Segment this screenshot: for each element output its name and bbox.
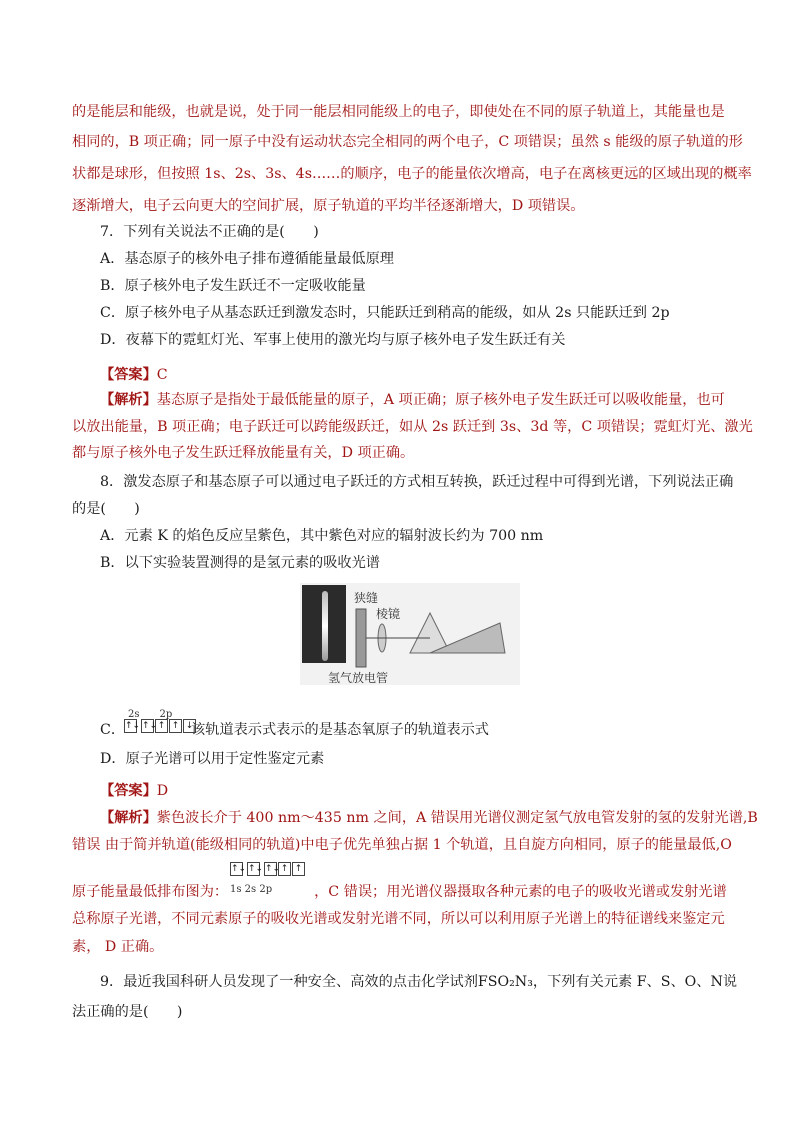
slit-plate	[356, 609, 366, 667]
q7-option-c: C．原子核外电子从基态跃迁到激发态时，只能跃迁到稍高的能级，如从 2s 只能跃迁到 2p	[100, 305, 670, 321]
orbital-box: ↑↓	[142, 721, 158, 731]
orbital-box: ↑	[155, 719, 168, 733]
orbital-box: ↑↓	[125, 721, 141, 731]
answer-tag: 【答案】	[100, 367, 157, 383]
q7-option-b: B．原子核外电子发生跃迁不一定吸收能量	[100, 278, 366, 294]
orbital-box: ↑↓	[265, 864, 281, 874]
q8-option-a: A．元素 K 的焰色反应呈紫色，其中紫色对应的辐射波长约为 700 nm	[100, 528, 544, 544]
slit-label: 狭缝	[354, 591, 379, 605]
q8-analysis-line-4: 总称原子光谱，不同元素原子的吸收光谱或发射光谱不同，所以可以利用原子光谱上的特征谱线来鉴定元	[72, 911, 725, 927]
q8-option-d: D．原子光谱可以用于定性鉴定元素	[100, 751, 325, 767]
q8-option-c-prefix: C．	[100, 722, 126, 738]
orbital-box: ↑	[278, 862, 291, 876]
q8-answer-value: D	[156, 783, 169, 799]
q8-stem-line-1: 8．激发态原子和基态原子可以通过电子跃迁的方式相互转换，跃迁过程中可得到光谱，下列说法正确	[100, 474, 734, 490]
q9-stem-line-1: 9．最近我国科研人员发现了一种安全、高效的点击化学试剂FSO₂N₃，下列有关元素 F、S、O、N说	[100, 974, 738, 990]
q8-analysis-text-1: 紫色波长介于 400 nm～435 nm 之间，A 错误用光谱仪测定氢气放电管发射的氢的发射光谱,B	[156, 810, 758, 826]
analysis-continued-line-3: 状都是球形，但按照 1s、2s、3s、4s……的顺序，电子的能量依次增高，电子在离核更远的区域出现的概率	[72, 166, 752, 182]
q8-analysis-text-3-prefix: 原子能量最低排布图为：	[72, 884, 229, 900]
analysis-continued-line-1: 的是能层和能级，也就是说，处于同一能层相同能级上的电子，即使处在不同的原子轨道上，其能量也是	[72, 104, 725, 120]
analysis-tag: 【解析】	[100, 810, 157, 826]
q8-analysis-line-1	[100, 808, 760, 828]
q8-analysis-line-3	[72, 882, 732, 902]
q7-stem: 7．下列有关说法不正确的是( )	[100, 224, 319, 240]
q7-analysis-line-2: 以放出能量，B 项正确；电子跃迁可以跨能级跃迁，如从 2s 跃迁到 3s、3d 等，C 项错误；霓虹灯光、激光	[72, 419, 753, 435]
q7-analysis-text-1: 基态原子是指处于最低能量的原子，A 项正确；原子核外电子发生跃迁可以吸收能量，也可	[156, 392, 725, 408]
q8-c-orbital-diagram	[124, 719, 197, 733]
q8-analysis-line-2: 错误 由于简并轨道(能级相同的轨道)中电子优先单独占据 1 个轨道，且自旋方向相同，原子的能量最低,O	[72, 837, 732, 853]
q8-option-b: B．以下实验装置测得的是氢元素的吸收光谱	[100, 555, 380, 571]
orbital-box: ↑	[169, 719, 182, 733]
q8-answer	[100, 781, 760, 801]
q8-analysis-orbital-diagram	[230, 862, 306, 876]
q8-analysis-orbital-labels: 1s 2s 2p	[230, 884, 273, 895]
q8-stem-line-2: 的是( )	[72, 501, 140, 517]
analysis-continued-line-2: 相同的，B 项正确；同一原子中没有运动状态完全相同的两个电子，C 项错误；虽然 s 能级的原子轨道的形	[72, 134, 743, 150]
q8-option-c	[100, 720, 760, 740]
q7-analysis-line-1	[100, 390, 760, 410]
q7-option-d: D．夜幕下的霓虹灯光、军事上使用的激光均与原子核外电子发生跃迁有关	[100, 332, 566, 348]
analysis-tag: 【解析】	[100, 392, 157, 408]
orbital-box: ↑	[292, 862, 305, 876]
q8-analysis-line-5: 素， D 正确。	[72, 939, 164, 955]
q8-analysis-text-3-suffix: ，C 错误；用光谱仪器摄取各种元素的电子的吸收光谱或发射光谱	[314, 884, 727, 900]
spectrum-apparatus-figure	[300, 583, 520, 685]
orbital-box: ↓	[183, 719, 196, 733]
q7-answer	[100, 365, 760, 385]
analysis-continued-line-4: 逐渐增大，电子云向更大的空间扩展，原子轨道的平均半径逐渐增大，D 项错误。	[72, 198, 585, 214]
q8-c-orbital-header: 2s 2p	[128, 709, 173, 720]
orbital-box: ↑↓	[248, 864, 264, 874]
q8-option-c-text: 该轨道表示式表示的是基态氧原子的轨道表示式	[191, 722, 489, 738]
prism-label: 棱镜	[376, 607, 401, 621]
q7-option-a: A．基态原子的核外电子排布遵循能量最低原理	[100, 251, 394, 267]
q7-answer-value: C	[156, 367, 168, 383]
answer-tag: 【答案】	[100, 783, 157, 799]
orbital-box: ↑↓	[231, 864, 247, 874]
q9-stem-line-2: 法正确的是( )	[72, 1004, 183, 1020]
q7-analysis-line-3: 都与原子核外电子发生跃迁释放能量有关，D 项正确。	[72, 445, 415, 461]
tube-label: 氢气放电管	[328, 671, 389, 685]
